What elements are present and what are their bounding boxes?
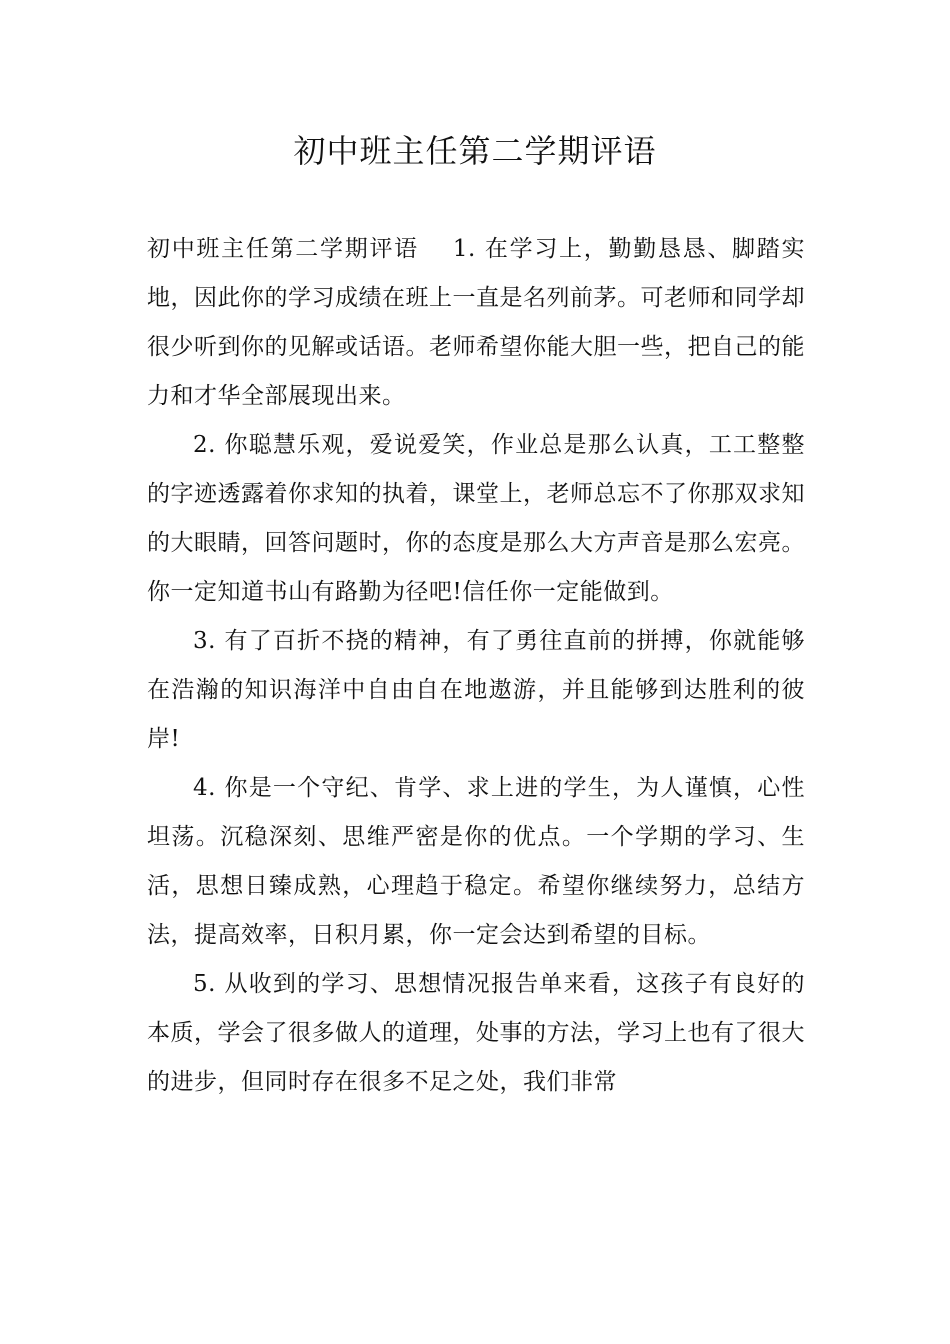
paragraph-5: 5. 从收到的学习、思想情况报告单来看，这孩子有良好的本质，学会了很多做人的道理，处事的方法，学习上也有了很大的进步，但同时存在很多不足之处，我们非常 (147, 971, 805, 1095)
paragraph-1 (147, 225, 805, 421)
paragraph-3: 3. 有了百折不挠的精神，有了勇往直前的拼搏，你就能够在浩瀚的知识海洋中自由自在地遨游，并且能够到达胜利的彼岸! (147, 628, 805, 752)
lead-title: 初中班主任第二学期评语 (147, 236, 419, 262)
document-body (147, 225, 805, 1107)
paragraph-2: 2. 你聪慧乐观，爱说爱笑，作业总是那么认真，工工整整的字迹透露着你求知的执着，课堂上，老师总忘不了你那双求知的大眼睛，回答问题时，你的态度是那么大方声音是那么宏亮。你一定知道书山有路勤为径吧!信任你一定能做到。 (147, 432, 805, 605)
document-title: 初中班主任第二学期评语 (293, 132, 657, 170)
paragraph-1-text: 1. 在学习上，勤勤恳恳、脚踏实地，因此你的学习成绩在班上一直是名列前茅。可老师和同学却很少听到你的见解或话语。老师希望你能大胆一些，把自己的能力和才华全部展现出来。 (147, 236, 805, 409)
paragraph-4: 4. 你是一个守纪、肯学、求上进的学生，为人谨慎，心性坦荡。沉稳深刻、思维严密是你的优点。一个学期的学习、生活，思想日臻成熟，心理趋于稳定。希望你继续努力，总结方法，提高效率，日积月累，你一定会达到希望的目标。 (147, 775, 805, 948)
